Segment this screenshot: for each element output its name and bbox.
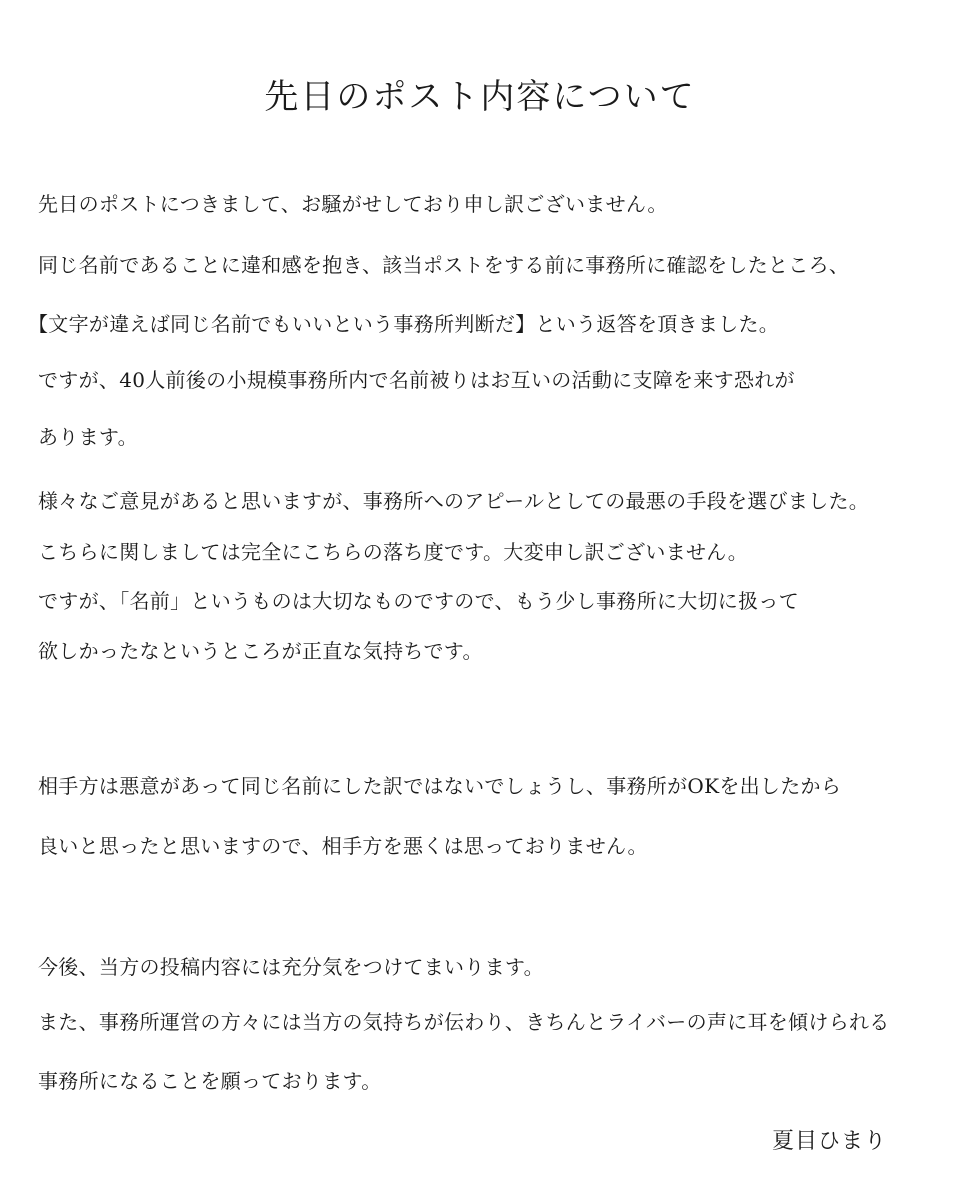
body-line: 【文字が違えば同じ名前でもいいという事務所判断だ】という返答を頂きました。 (28, 312, 780, 336)
body-line: 相手方は悪意があって同じ名前にした訳ではないでしょうし、事務所がOKを出したから (38, 774, 842, 798)
body-line: ですが、40人前後の小規模事務所内で名前被りはお互いの活動に支障を来す恐れが (38, 368, 795, 392)
body-line: 同じ名前であることに違和感を抱き、該当ポストをする前に事務所に確認をしたところ、 (38, 253, 850, 277)
body-line: こちらに関しましては完全にこちらの落ち度です。大変申し訳ございません。 (38, 540, 749, 564)
body-line: また、事務所運営の方々には当方の気持ちが伝わり、きちんとライバーの声に耳を傾けられる (38, 1010, 890, 1034)
signature: 夏目ひまり (772, 1129, 888, 1154)
body-line: 様々なご意見があると思いますが、事務所へのアピールとしての最悪の手段を選びました。 (38, 489, 870, 513)
body-line: 今後、当方の投稿内容には充分気をつけてまいります。 (38, 955, 544, 979)
document-title: 先日のポスト内容について (264, 77, 696, 117)
body-line: 欲しかったなというところが正直な気持ちです。 (38, 639, 483, 663)
body-line: ですが、「名前」というものは大切なものですので、もう少し事務所に大切に扱って (38, 589, 799, 613)
body-line: 事務所になることを願っております。 (38, 1069, 382, 1093)
body-line: 良いと思ったと思いますので、相手方を悪くは思っておりません。 (38, 834, 648, 858)
body-line: あります。 (38, 425, 138, 449)
body-line: 先日のポストにつきまして、お騒がせしており申し訳ございません。 (38, 192, 668, 216)
